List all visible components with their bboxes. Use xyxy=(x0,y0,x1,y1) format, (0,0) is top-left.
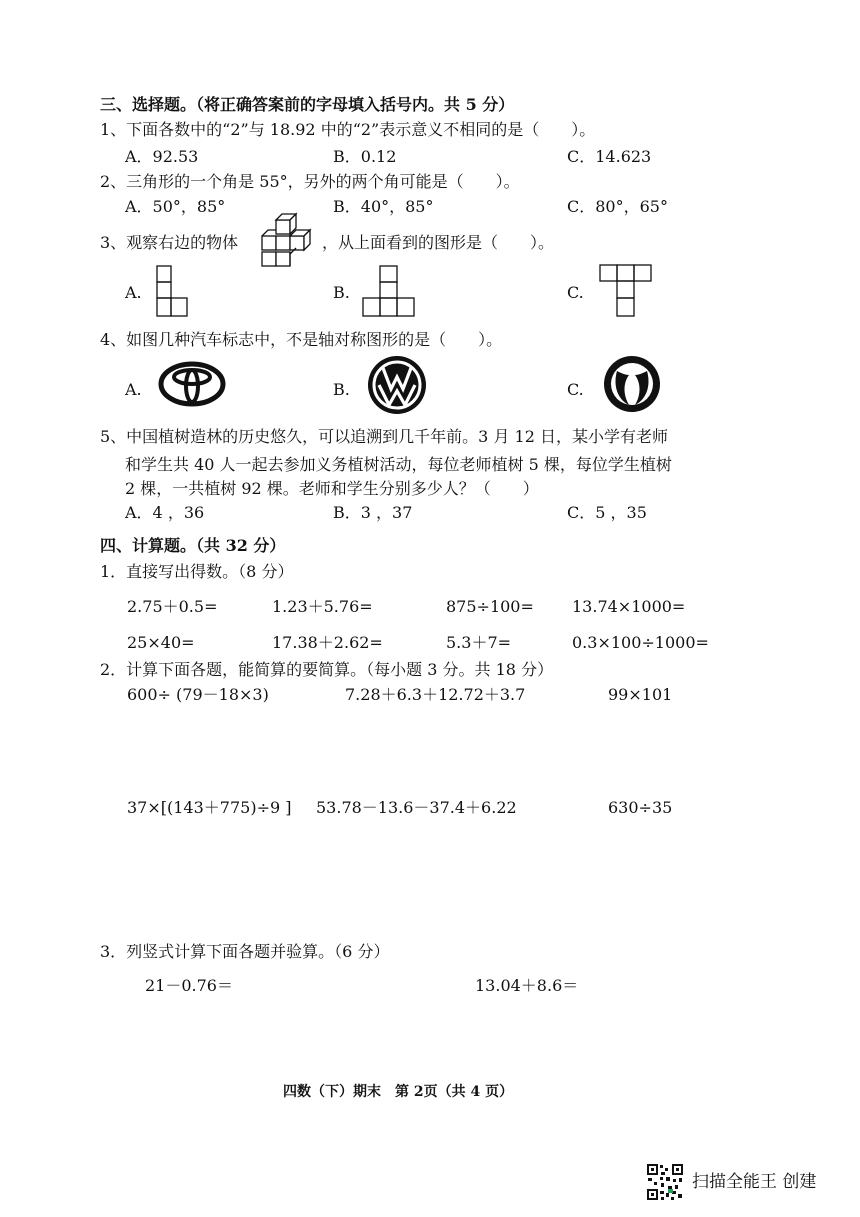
q1-stem: 1、下面各数中的“2”与 18.92 中的“2”表示意义不相同的是（ ）。 xyxy=(100,120,596,139)
calc-item-6: 630÷35 xyxy=(608,798,673,817)
section-3-heading: 三、选择题。（将正确答案前的字母填入括号内。共 5 分） xyxy=(100,95,515,114)
q4-option-c: C. xyxy=(567,380,584,399)
vertical-item-2: 13.04＋8.6＝ xyxy=(475,976,579,995)
q5-option-c: C．5 ，35 xyxy=(567,503,647,522)
oral-item-6: 17.38＋2.62= xyxy=(272,633,383,652)
q3-stem-post: ，从上面看到的图形是（ ）。 xyxy=(322,233,555,252)
q2-option-c: C．80°，65° xyxy=(567,197,668,216)
vertical-item-1: 21－0.76＝ xyxy=(145,976,233,995)
q1-option-a: A．92.53 xyxy=(125,147,199,166)
oral-item-7: 5.3＋7= xyxy=(446,633,512,652)
q4-option-a: A. xyxy=(125,380,142,399)
view-a-grid-icon xyxy=(155,264,191,318)
dongfeng-logo-icon xyxy=(603,355,661,413)
oral-item-8: 0.3×100÷1000= xyxy=(572,633,709,652)
oral-item-5: 25×40= xyxy=(127,633,195,652)
section-4-heading: 四、计算题。（共 32 分） xyxy=(100,536,286,555)
q4-stem: 4、如图几种汽车标志中，不是轴对称图形的是（ ）。 xyxy=(100,330,503,349)
volkswagen-logo-icon xyxy=(367,355,427,415)
toyota-logo-icon xyxy=(157,360,227,408)
scanner-watermark: 扫描全能王 创建 xyxy=(692,1172,817,1192)
q5-option-a: A．4 ，36 xyxy=(125,503,205,522)
calc-item-5: 53.78－13.6－37.4＋6.22 xyxy=(316,798,517,817)
oral-item-2: 1.23＋5.76= xyxy=(272,597,373,616)
part-2-title: 2．计算下面各题，能简算的要简算。（每小题 3 分。共 18 分） xyxy=(100,660,554,679)
q3-option-c: C. xyxy=(567,283,584,302)
calc-item-2: 7.28＋6.3＋12.72＋3.7 xyxy=(345,685,526,704)
oral-item-4: 13.74×1000= xyxy=(572,597,686,616)
calc-item-4: 37×[(143＋775)÷9 ] xyxy=(127,798,292,817)
q1-option-c: C．14.623 xyxy=(567,147,652,166)
q5-line-1: 5、中国植树造林的历史悠久，可以追溯到几千年前。3 月 12 日，某小学有老师 xyxy=(100,427,668,446)
oral-item-3: 875÷100= xyxy=(446,597,534,616)
view-b-grid-icon xyxy=(360,264,420,318)
calc-item-3: 99×101 xyxy=(608,685,673,704)
q5-line-2: 和学生共 40 人一起去参加义务植树活动，每位老师植树 5 棵，每位学生植树 xyxy=(125,455,672,474)
q2-option-a: A．50°，85° xyxy=(125,197,226,216)
view-c-grid-icon xyxy=(598,263,654,319)
qr-code-icon xyxy=(646,1163,684,1201)
q1-option-b: B．0.12 xyxy=(333,147,397,166)
part-1-title: 1．直接写出得数。（8 分） xyxy=(100,562,294,581)
q3-option-b: B. xyxy=(333,283,350,302)
q5-option-b: B．3 ，37 xyxy=(333,503,413,522)
part-3-title: 3．列竖式计算下面各题并验算。（6 分） xyxy=(100,942,390,961)
q2-stem: 2、三角形的一个角是 55°，另外的两个角可能是（ ）。 xyxy=(100,172,520,191)
cube-stack-icon xyxy=(256,212,320,270)
q3-stem-pre: 3、观察右边的物体 xyxy=(100,233,239,252)
oral-item-1: 2.75＋0.5= xyxy=(127,597,218,616)
page-footer: 四数（下）期末 第 2页（共 4 页） xyxy=(283,1084,514,1100)
q2-option-b: B．40°，85° xyxy=(333,197,434,216)
q4-option-b: B. xyxy=(333,380,350,399)
q3-option-a: A. xyxy=(125,283,142,302)
calc-item-1: 600÷ (79－18×3) xyxy=(127,685,269,704)
q5-line-3: 2 棵，一共植树 92 棵。老师和学生分别多少人？（ ） xyxy=(125,479,539,498)
